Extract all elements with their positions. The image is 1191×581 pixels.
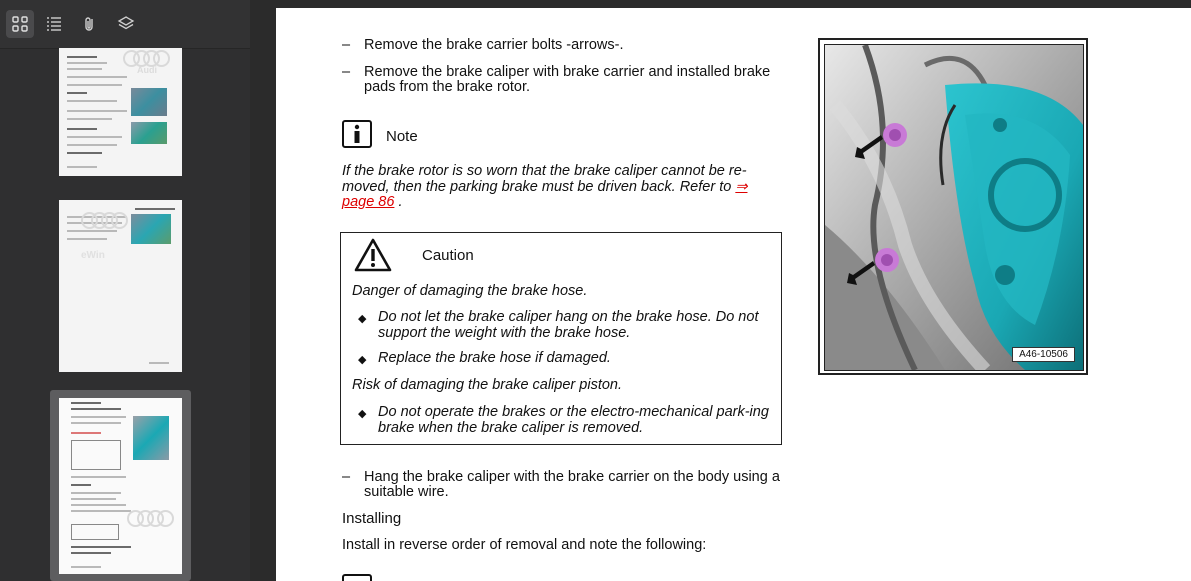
- caution-bullet: Do not let the brake caliper hang on the brake hose. Do not support the weight with the brake hose.: [378, 309, 759, 341]
- thumbnail-list[interactable]: [0, 48, 250, 581]
- diamond-bullet-icon: ◆: [358, 354, 367, 366]
- page-thumbnail[interactable]: [59, 48, 182, 176]
- caution-line: Risk of damaging the brake caliper piston.: [352, 377, 623, 393]
- grid-icon: [11, 15, 29, 33]
- caution-box: [340, 232, 782, 445]
- scroll-gutter: [250, 0, 276, 581]
- figure-label: A46-10506: [1012, 347, 1075, 362]
- thumbnail-sidebar: [0, 0, 250, 581]
- thumbnail-watermark: eWin: [81, 250, 105, 261]
- installing-heading: Installing: [342, 510, 402, 527]
- page-thumbnail[interactable]: [59, 200, 182, 372]
- info-icon: [342, 574, 372, 581]
- layers-button[interactable]: [112, 10, 140, 38]
- brake-caliper-figure: [818, 38, 1088, 375]
- caution-bullet: Replace the brake hose if damaged.: [378, 350, 611, 366]
- thumbnail-logo: Audi: [137, 65, 157, 75]
- note-body: If the brake rotor is so worn that the brake caliper cannot be re-moved, then the parking brake must be driven back. Refer to ⇒ page 86 .: [342, 163, 748, 210]
- caution-title: Caution: [422, 247, 474, 264]
- page-reference-link[interactable]: ⇒ page 86: [342, 178, 748, 210]
- list-icon: [45, 15, 63, 33]
- sidebar-toolbar: [0, 0, 250, 49]
- note-title: Note: [386, 128, 418, 145]
- paperclip-icon: [81, 15, 99, 33]
- info-icon: [342, 120, 372, 148]
- outline-view-button[interactable]: [40, 10, 68, 38]
- caution-bullet: Do not operate the brakes or the electro-mechanical park-ing brake when the brake caliper is removed.: [378, 404, 769, 436]
- document-page: – Remove the brake carrier bolts -arrows-. – Remove the brake caliper with brake carrier and installed brake pads from the brake rotor. Note If the brake rotor is so worn that the brake caliper cannot be re-moved, then the parking brake must be driven back. Refer to ⇒ page 86 . Caution Danger of damaging the brake hose. ◆ Do not let the brake caliper hang on the brake hose. Do not support the weight with the brake hose. ◆ Replace the brake hose if damaged. Risk of damaging the brake caliper piston. ◆ Do not operate the brakes or the electro-mechanical park-ing brake when the brake caliper is removed. – Hang the brake caliper with the brake carrier on the body using a suitable wire. Installing Install in reverse order of removal and note the following: A46-10506: [276, 8, 1191, 581]
- layers-icon: [117, 15, 135, 33]
- diamond-bullet-icon: ◆: [358, 408, 367, 420]
- thumbnail-view-button[interactable]: [6, 10, 34, 38]
- installing-text: Install in reverse order of removal and note the following:: [342, 537, 707, 553]
- warning-icon: [354, 238, 392, 272]
- attachments-button[interactable]: [76, 10, 104, 38]
- diamond-bullet-icon: ◆: [358, 313, 367, 325]
- brake-caliper-illustration: [825, 45, 1083, 370]
- caution-line: Danger of damaging the brake hose.: [352, 283, 588, 299]
- page-thumbnail-current[interactable]: [59, 398, 182, 574]
